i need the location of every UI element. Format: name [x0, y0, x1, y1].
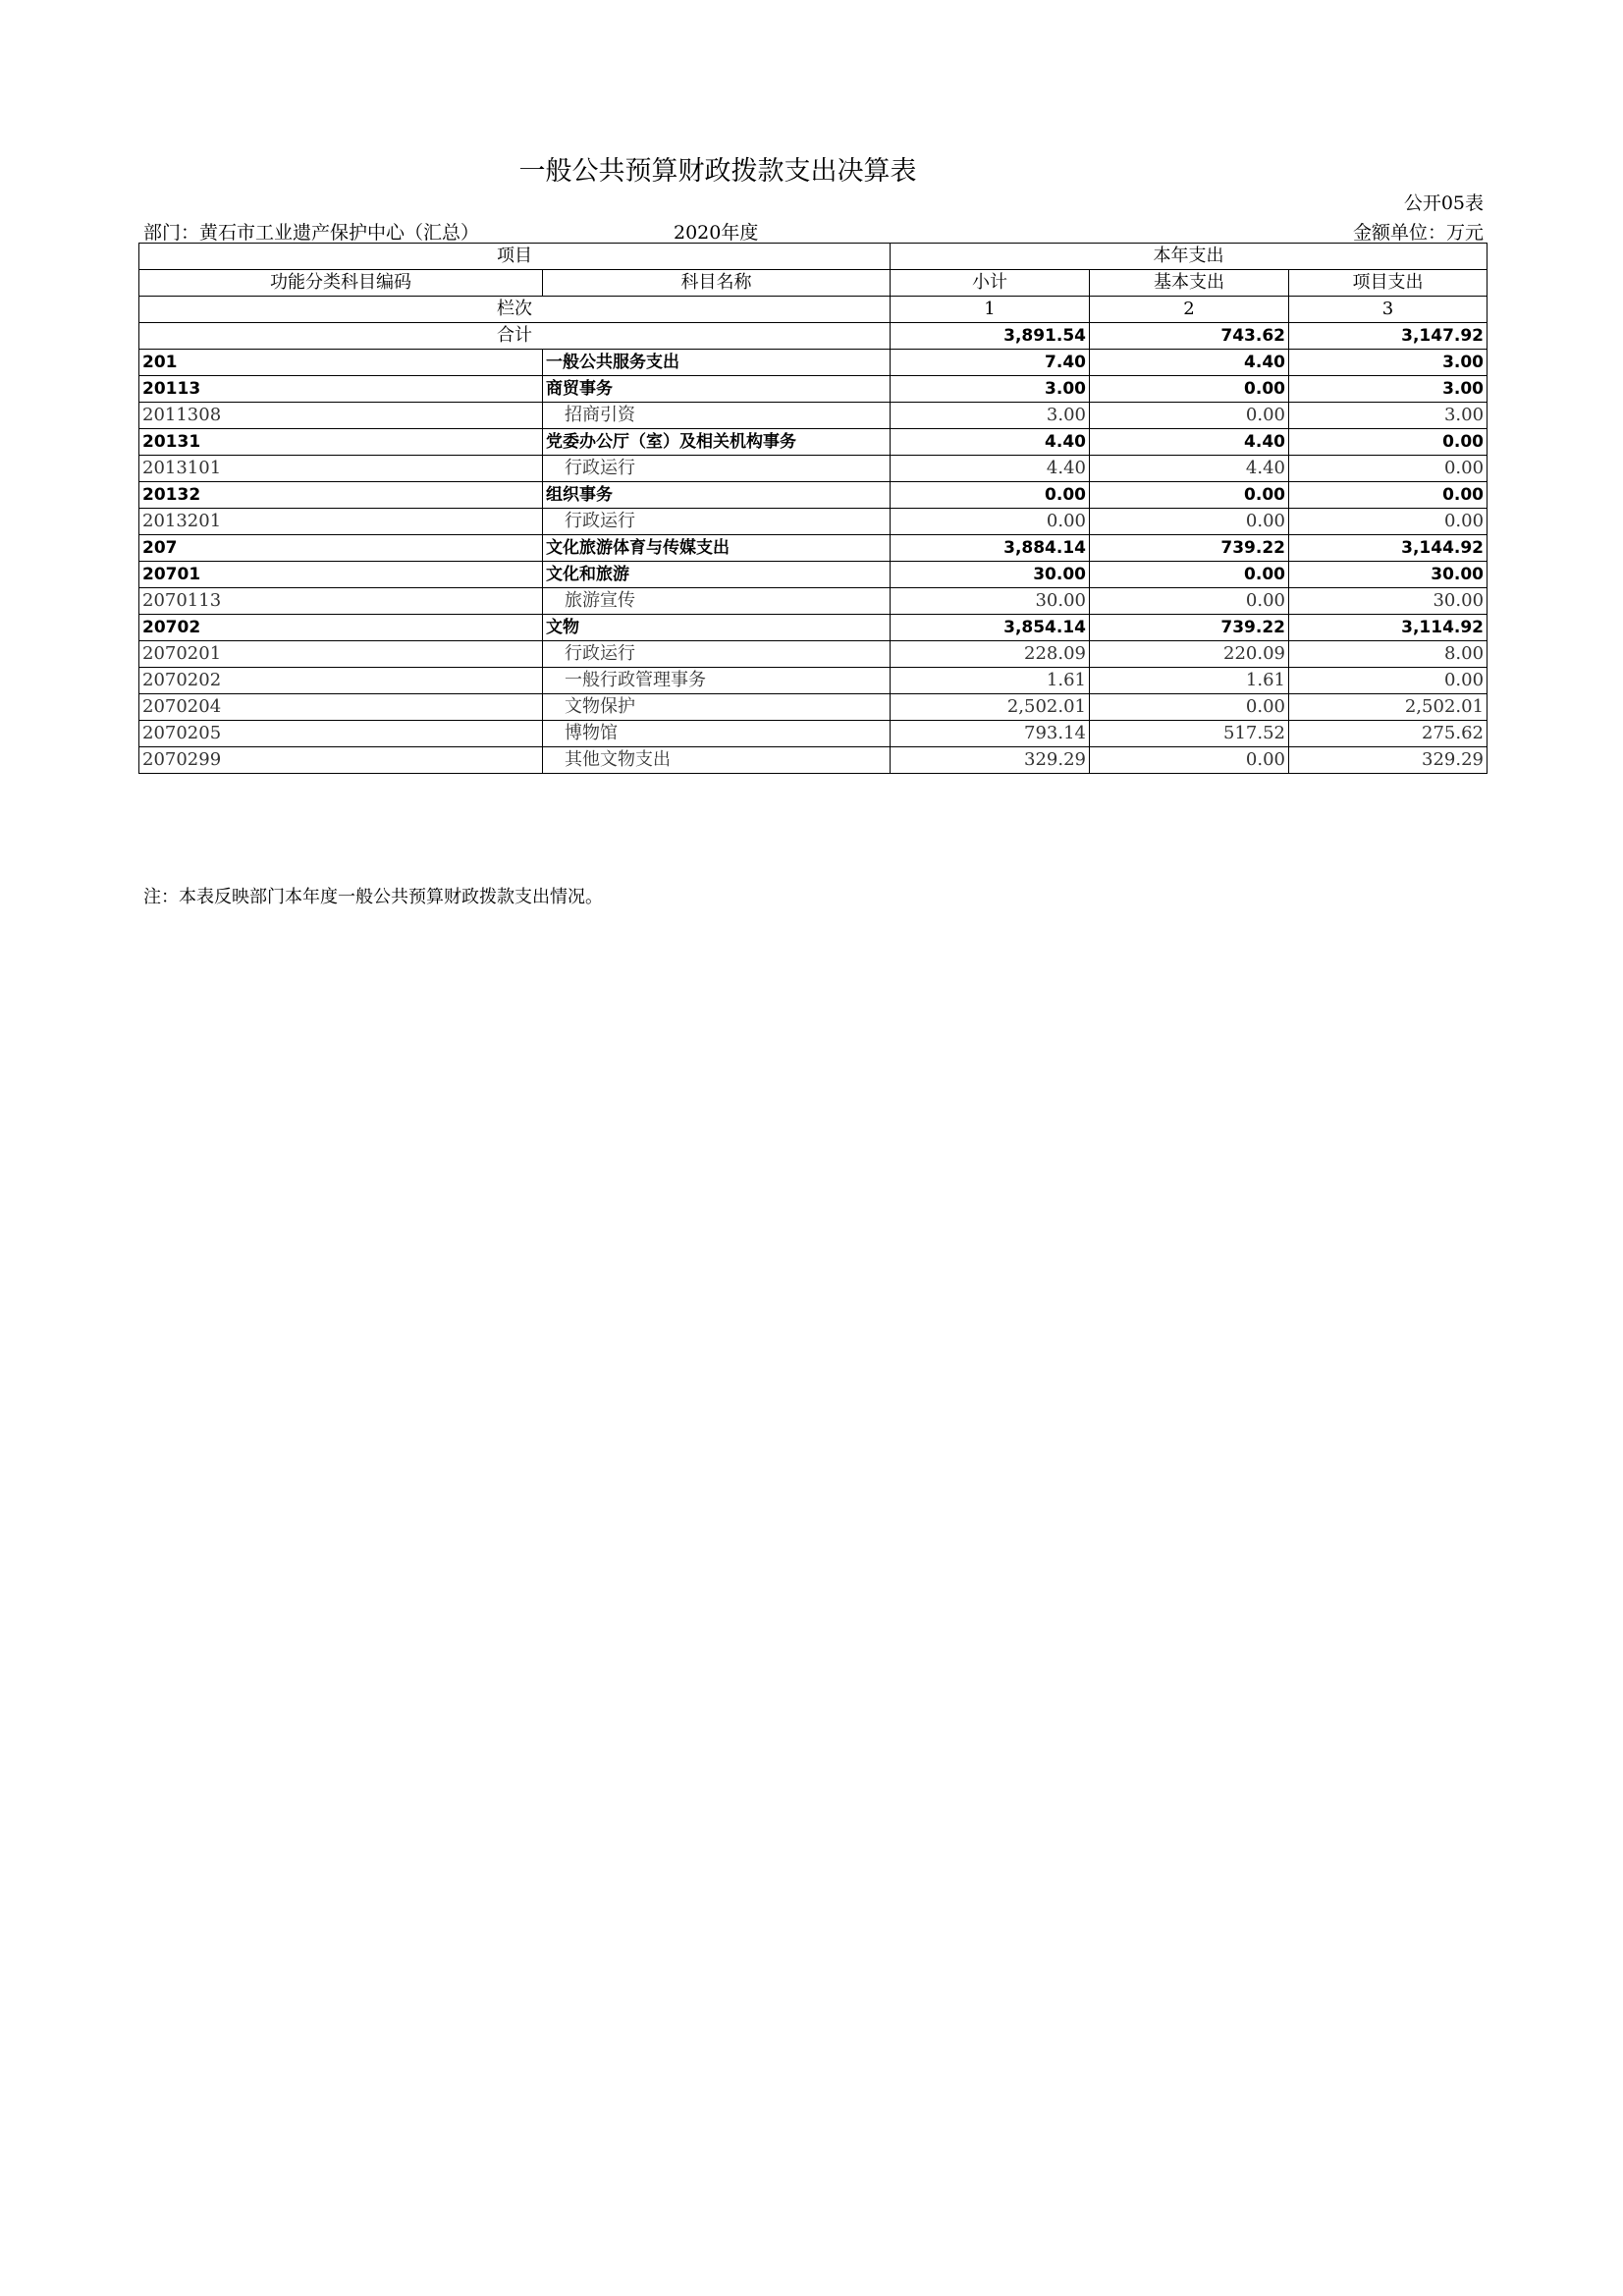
row-basic: 0.00: [1090, 694, 1289, 721]
row-project: 0.00: [1289, 509, 1488, 535]
table-row: [139, 615, 1488, 641]
row-project: 0.00: [1289, 482, 1488, 509]
row-name: 组织事务: [543, 482, 891, 509]
row-index-1: 1: [891, 297, 1090, 323]
row-basic: 0.00: [1090, 588, 1289, 615]
row-code: 2070202: [139, 668, 543, 694]
header-name: 科目名称: [543, 270, 891, 297]
header-row-2: [139, 270, 1488, 297]
row-basic: 739.22: [1090, 615, 1289, 641]
row-index: [139, 297, 1488, 323]
row-name: 文物保护: [543, 694, 891, 721]
header-project: 项目: [139, 244, 891, 270]
row-name: 文化和旅游: [543, 562, 891, 588]
header-row-1: [139, 244, 1488, 270]
row-name: 商贸事务: [543, 376, 891, 403]
row-project: 30.00: [1289, 562, 1488, 588]
row-subtotal: 30.00: [891, 588, 1090, 615]
row-code: 2013101: [139, 456, 543, 482]
row-index-2: 2: [1090, 297, 1289, 323]
unit-label: 金额单位：万元: [1352, 222, 1484, 244]
row-basic: 220.09: [1090, 641, 1289, 668]
table-row: [139, 535, 1488, 562]
row-subtotal: 4.40: [891, 429, 1090, 456]
department-label: 部门：黄石市工业遗产保护中心（汇总）: [143, 222, 480, 244]
row-project: 0.00: [1289, 668, 1488, 694]
row-subtotal: 7.40: [891, 350, 1090, 376]
row-code: 2070201: [139, 641, 543, 668]
row-name: 文物: [543, 615, 891, 641]
footnote: 注：本表反映部门本年度一般公共预算财政拨款支出情况。: [143, 887, 603, 907]
header-project-exp: 项目支出: [1289, 270, 1488, 297]
row-name: 一般行政管理事务: [543, 668, 891, 694]
row-project: 8.00: [1289, 641, 1488, 668]
row-name: 行政运行: [543, 456, 891, 482]
header-basic: 基本支出: [1090, 270, 1289, 297]
year-label: 2020年度: [674, 222, 759, 244]
row-index-3: 3: [1289, 297, 1488, 323]
total-subtotal: 3,891.54: [891, 323, 1090, 350]
row-basic: 0.00: [1090, 403, 1289, 429]
row-basic: 1.61: [1090, 668, 1289, 694]
row-code: 207: [139, 535, 543, 562]
row-basic: 4.40: [1090, 456, 1289, 482]
table-row: [139, 456, 1488, 482]
row-code: 2070205: [139, 721, 543, 747]
row-project: 2,502.01: [1289, 694, 1488, 721]
table-row: [139, 376, 1488, 403]
row-subtotal: 3,854.14: [891, 615, 1090, 641]
row-code: 2011308: [139, 403, 543, 429]
table-row: [139, 403, 1488, 429]
row-code: 20132: [139, 482, 543, 509]
header-subtotal: 小计: [891, 270, 1090, 297]
table-row: [139, 429, 1488, 456]
table-row: [139, 482, 1488, 509]
row-code: 2070204: [139, 694, 543, 721]
row-code: 2070113: [139, 588, 543, 615]
header-current-year: 本年支出: [891, 244, 1488, 270]
table-row: [139, 350, 1488, 376]
table-row: [139, 641, 1488, 668]
row-name: 党委办公厅（室）及相关机构事务: [543, 429, 891, 456]
row-name: 旅游宣传: [543, 588, 891, 615]
table-row: [139, 509, 1488, 535]
row-project: 3.00: [1289, 350, 1488, 376]
total-basic: 743.62: [1090, 323, 1289, 350]
row-subtotal: 793.14: [891, 721, 1090, 747]
table-row: [139, 694, 1488, 721]
row-subtotal: 228.09: [891, 641, 1090, 668]
row-subtotal: 1.61: [891, 668, 1090, 694]
row-name: 文化旅游体育与传媒支出: [543, 535, 891, 562]
row-basic: 4.40: [1090, 350, 1289, 376]
total-row: [139, 323, 1488, 350]
row-name: 招商引资: [543, 403, 891, 429]
row-code: 2070299: [139, 747, 543, 774]
row-code: 20701: [139, 562, 543, 588]
row-code: 20131: [139, 429, 543, 456]
row-subtotal: 3.00: [891, 376, 1090, 403]
row-subtotal: 2,502.01: [891, 694, 1090, 721]
row-basic: 517.52: [1090, 721, 1289, 747]
table-row: [139, 588, 1488, 615]
row-subtotal: 329.29: [891, 747, 1090, 774]
row-project: 30.00: [1289, 588, 1488, 615]
row-code: 201: [139, 350, 543, 376]
row-code: 20702: [139, 615, 543, 641]
row-project: 3.00: [1289, 403, 1488, 429]
row-subtotal: 30.00: [891, 562, 1090, 588]
row-basic: 0.00: [1090, 509, 1289, 535]
row-name: 行政运行: [543, 509, 891, 535]
row-code: 20113: [139, 376, 543, 403]
row-project: 0.00: [1289, 429, 1488, 456]
row-project: 3.00: [1289, 376, 1488, 403]
row-project: 329.29: [1289, 747, 1488, 774]
row-project: 0.00: [1289, 456, 1488, 482]
header-code: 功能分类科目编码: [139, 270, 543, 297]
row-subtotal: 0.00: [891, 482, 1090, 509]
table-row: [139, 562, 1488, 588]
row-project: 3,144.92: [1289, 535, 1488, 562]
row-subtotal: 3,884.14: [891, 535, 1090, 562]
page-title: 一般公共预算财政拨款支出决算表: [518, 156, 917, 187]
row-code: 2013201: [139, 509, 543, 535]
row-name: 一般公共服务支出: [543, 350, 891, 376]
row-subtotal: 3.00: [891, 403, 1090, 429]
total-label: 合计: [139, 323, 891, 350]
row-name: 博物馆: [543, 721, 891, 747]
table-row: [139, 721, 1488, 747]
row-name: 行政运行: [543, 641, 891, 668]
row-basic: 0.00: [1090, 482, 1289, 509]
row-basic: 4.40: [1090, 429, 1289, 456]
row-basic: 0.00: [1090, 747, 1289, 774]
row-basic: 0.00: [1090, 562, 1289, 588]
row-basic: 739.22: [1090, 535, 1289, 562]
row-subtotal: 0.00: [891, 509, 1090, 535]
total-project: 3,147.92: [1289, 323, 1488, 350]
row-basic: 0.00: [1090, 376, 1289, 403]
row-project: 275.62: [1289, 721, 1488, 747]
expenditure-table: [138, 243, 1488, 774]
row-index-label: 栏次: [139, 297, 891, 323]
form-number: 公开05表: [1403, 192, 1484, 214]
row-project: 3,114.92: [1289, 615, 1488, 641]
table-row: [139, 747, 1488, 774]
row-name: 其他文物支出: [543, 747, 891, 774]
row-subtotal: 4.40: [891, 456, 1090, 482]
table-row: [139, 668, 1488, 694]
